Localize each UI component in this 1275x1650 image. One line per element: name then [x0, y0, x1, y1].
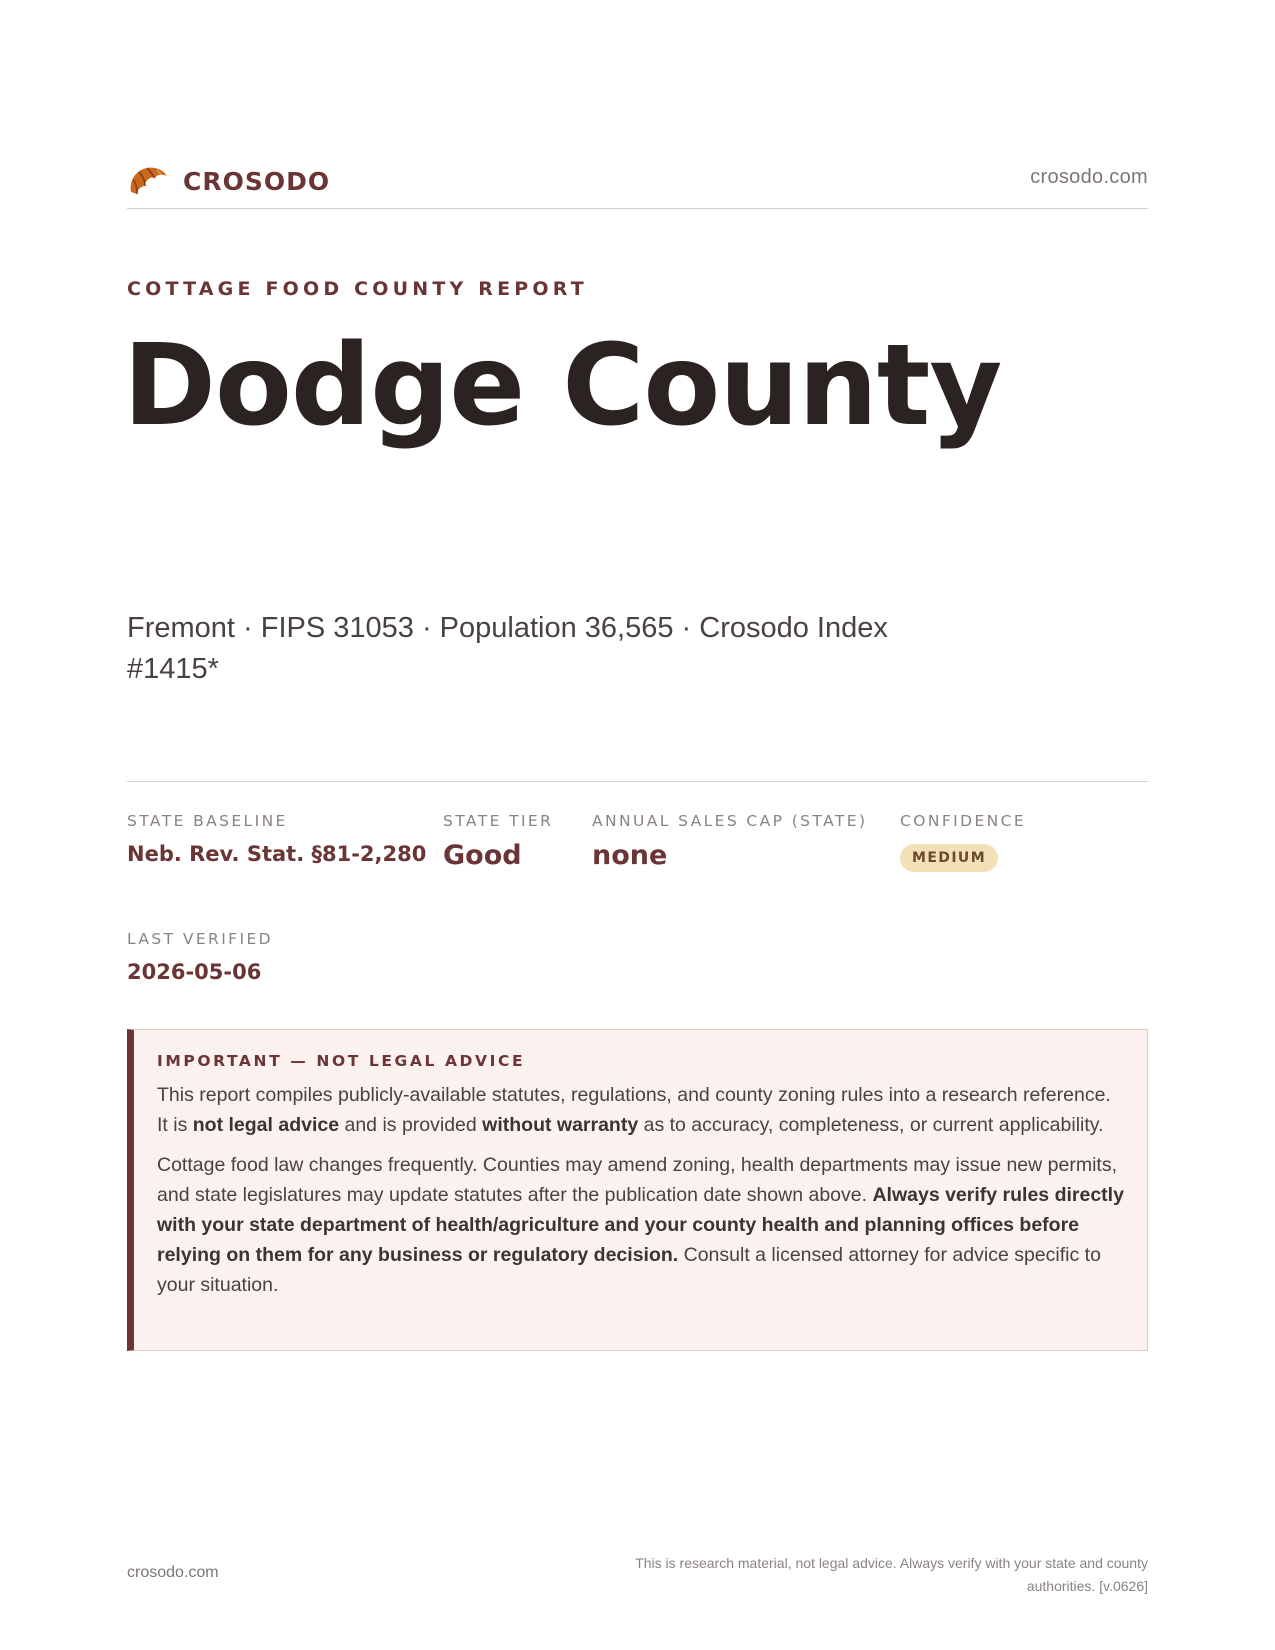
croissant-icon	[127, 162, 169, 200]
footer-disclaimer: This is research material, not legal advice. Always verify with your state and county authorities. [v.0626]	[635, 1555, 1148, 1594]
footer-url[interactable]: crosodo.com	[127, 1564, 219, 1581]
stat-last-verified	[127, 930, 273, 984]
stat-confidence	[900, 812, 1026, 872]
notice-text: and is provided	[339, 1114, 483, 1136]
report-page	[123, 0, 1148, 1650]
stat-value: none	[592, 840, 668, 871]
report-eyebrow: COTTAGE FOOD COUNTY REPORT	[127, 278, 588, 300]
notice-emphasis: not legal advice	[192, 1114, 340, 1136]
notice-paragraph-2	[157, 1150, 1125, 1300]
stat-label: STATE BASELINE	[127, 812, 288, 830]
divider	[127, 781, 1148, 782]
page-header	[127, 158, 1148, 209]
stat-value: Neb. Rev. Stat. §81-2,280	[127, 842, 427, 866]
stat-label: STATE TIER	[443, 812, 554, 830]
brand[interactable]	[127, 162, 330, 200]
notice-text: Cottage food law changes frequently. Counties may amend zoning, health departments may issue new permits, and state legislatures may update statutes after the publication date shown above.	[157, 1154, 1117, 1206]
stat-sales-cap	[592, 812, 867, 871]
brand-name: CROSODO	[183, 166, 331, 196]
notice-text: Consult a licensed attorney for advice specific to your situation.	[157, 1244, 1101, 1296]
county-subtitle: Fremont · FIPS 31053 · Population 36,565 · Crosodo Index #1415*	[127, 612, 888, 685]
stat-state-tier	[443, 812, 553, 871]
stat-label: ANNUAL SALES CAP (STATE)	[592, 812, 868, 830]
notice-text: as to accuracy, completeness, or current applicability.	[638, 1114, 1104, 1136]
header-url[interactable]: crosodo.com	[1030, 166, 1148, 188]
stat-state-baseline	[127, 812, 426, 866]
county-title: Dodge County	[123, 321, 1002, 451]
legal-notice	[127, 1029, 1148, 1351]
confidence-badge: MEDIUM	[900, 844, 998, 872]
stat-label: CONFIDENCE	[900, 812, 1027, 830]
notice-paragraph-1	[157, 1080, 1125, 1140]
stat-value: Good	[443, 840, 522, 871]
stat-label: LAST VERIFIED	[127, 930, 273, 948]
notice-heading: IMPORTANT — NOT LEGAL ADVICE	[157, 1052, 526, 1070]
stat-value: 2026-05-06	[127, 960, 262, 984]
notice-emphasis: Always verify rules directly with your state department of health/agriculture and your county health and planning offices before relying on them for any business or regulatory decision.	[157, 1184, 1124, 1266]
notice-emphasis: without warranty	[482, 1114, 639, 1136]
notice-text: This report compiles publicly-available statutes, regulations, and county zoning rules into a research reference. It is	[157, 1084, 1111, 1136]
